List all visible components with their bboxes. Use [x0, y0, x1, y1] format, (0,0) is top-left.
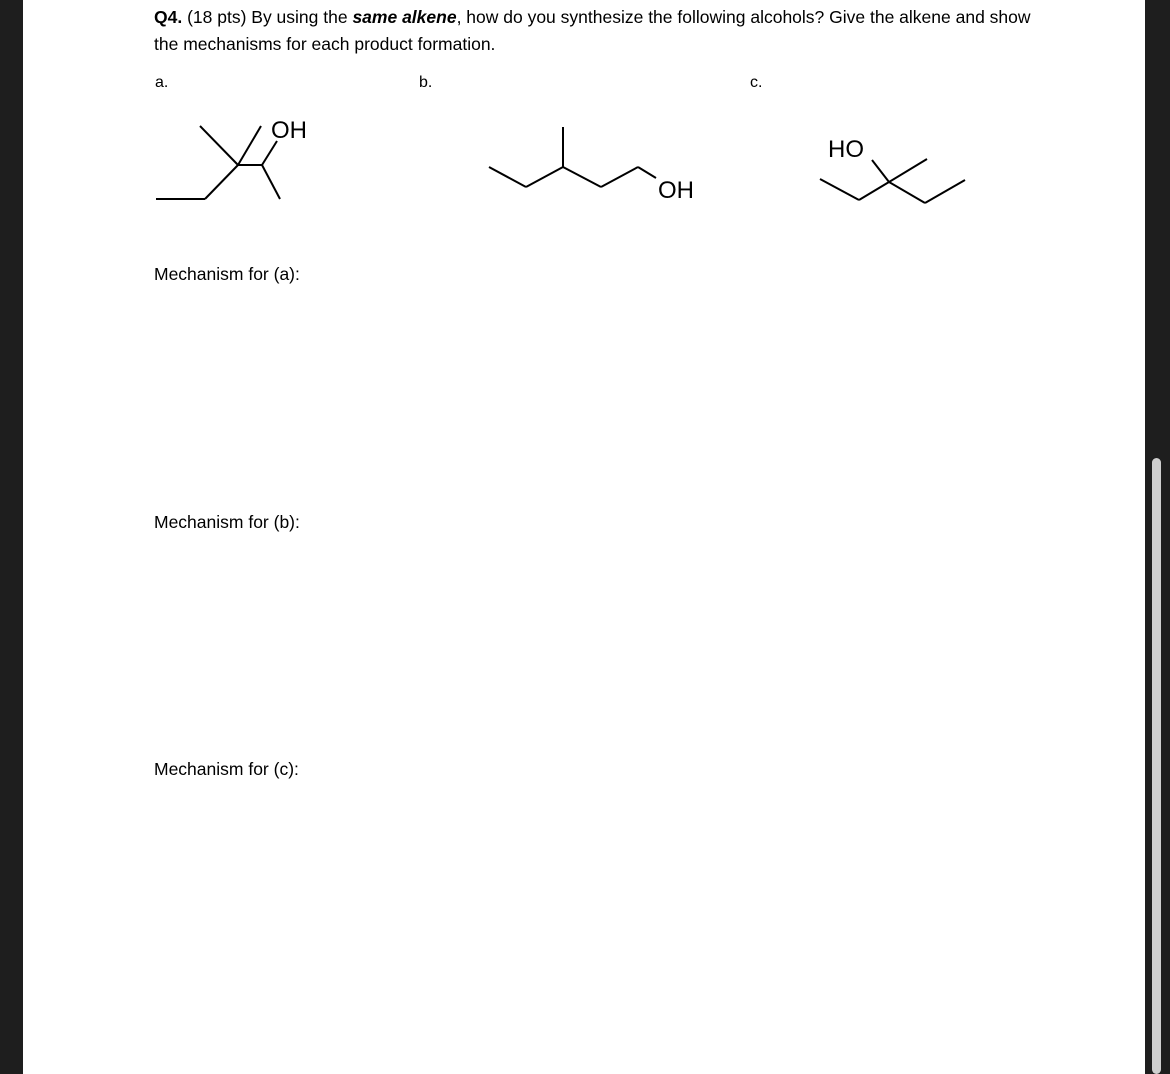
mechanism-c-label: Mechanism for (c):: [154, 759, 299, 779]
question-text-part-1: (18 pts) By using the: [182, 7, 353, 27]
part-label-b: b.: [419, 74, 433, 91]
molecule-b-oh-label: OH: [658, 177, 694, 204]
molecule-c: [820, 136, 965, 203]
molecule-b: [489, 127, 694, 204]
question-emphasis: same alkene: [352, 7, 457, 27]
molecule-structures: [23, 0, 1145, 260]
part-label-c: c.: [750, 74, 763, 91]
mechanism-b-label: Mechanism for (b):: [154, 512, 300, 532]
question-text-part-2: , how do you synthesize the following alcohols? Give the alkene and show the mechanisms for each product formation.: [154, 7, 1031, 54]
document-page: [23, 0, 1145, 1074]
scrollbar-thumb[interactable]: [1152, 458, 1161, 1074]
molecule-c-ho-label: HO: [828, 136, 864, 163]
molecule-a-oh-label: OH: [271, 117, 307, 144]
mechanism-a-label: Mechanism for (a):: [154, 264, 300, 284]
molecule-a: [156, 117, 307, 199]
part-label-a: a.: [155, 74, 169, 91]
question-number: Q4.: [154, 7, 183, 27]
